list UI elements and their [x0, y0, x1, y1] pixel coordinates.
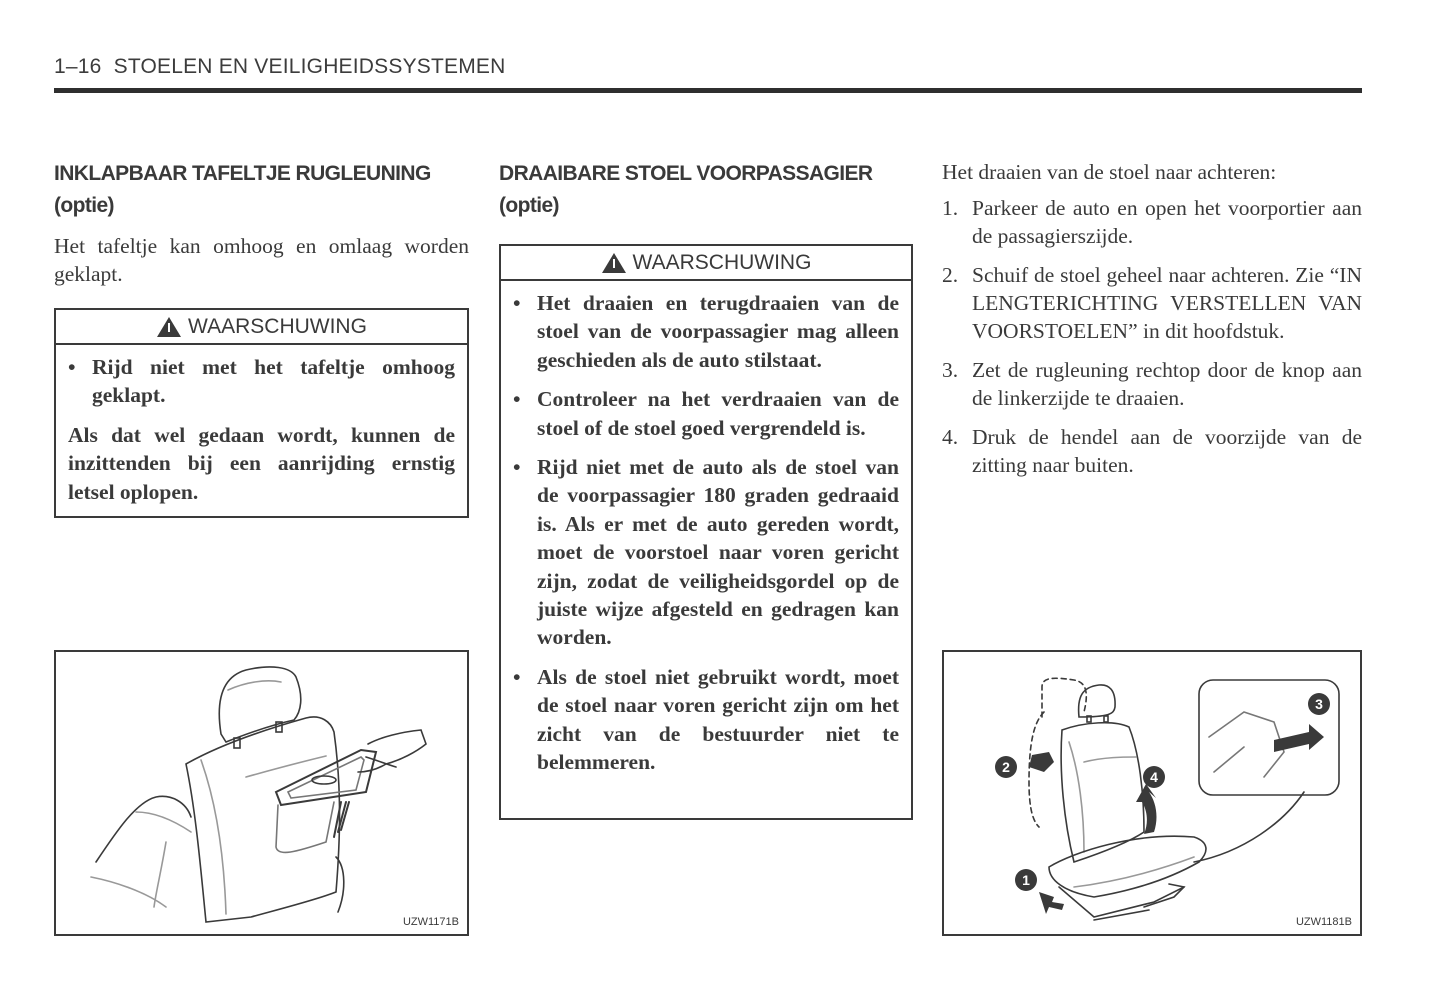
- warning-box: [54, 308, 469, 518]
- warning-bullet: • Rijd niet met het tafeltje omhoog geklapt.: [68, 353, 455, 410]
- warning-header: [501, 246, 911, 281]
- section-steps: [942, 158, 1362, 490]
- step-item: 1. Parkeer de auto en open het voorportier aan de passagierszijde.: [942, 196, 1362, 248]
- warning-triangle-icon: [601, 252, 627, 274]
- warning-body: [501, 281, 911, 794]
- step-item: 3. Zet de rugleuning rechtop door de knop aan de linkerzijde te draaien.: [942, 358, 1362, 410]
- chapter-title: STOELEN EN VEILIGHEIDSSYSTEMEN: [113, 55, 506, 78]
- figure-code: UZW1181B: [1295, 916, 1352, 928]
- svg-text:3: 3: [1315, 696, 1323, 712]
- steps-list: [942, 194, 1362, 479]
- warning-label: WAARSCHUWING: [188, 314, 367, 338]
- section-title: DRAAIBARE STOEL VOORPASSAGIER: [499, 162, 873, 185]
- section-subtitle: (optie): [54, 194, 114, 217]
- bullet-dot: •: [513, 387, 521, 412]
- section-title: INKLAPBAAR TAFELTJE RUGLEUNING: [54, 162, 431, 185]
- page-number: 1–16: [54, 55, 102, 78]
- bullet-dot: •: [68, 355, 76, 379]
- figure-tray: [54, 650, 469, 936]
- step-item: 2. Schuif de stoel geheel naar achteren. Zie “IN LENGTERICHTING VERSTELLEN VAN VOORSTOELEN” in dit hoofdstuk.: [942, 263, 1362, 343]
- warning-header: [56, 310, 467, 345]
- seat-tray-illustration: [56, 652, 467, 934]
- svg-text:1: 1: [1022, 872, 1030, 888]
- page-header: [54, 55, 1362, 79]
- warning-label: WAARSCHUWING: [632, 250, 812, 274]
- bullet-dot: •: [513, 664, 521, 689]
- bullet-dot: •: [513, 291, 521, 315]
- section-intro: Het tafeltje kan omhoog en omlaag worden geklapt.: [54, 234, 469, 286]
- figure-swivel: [942, 650, 1362, 936]
- bullet-dot: •: [513, 455, 521, 480]
- warning-box: [499, 244, 913, 820]
- section-subtitle: (optie): [499, 194, 559, 217]
- step-item: 4. Druk de hendel aan de voorzijde van de zitting naar buiten.: [942, 425, 1362, 477]
- steps-intro: Het draaien van de stoel naar achteren:: [942, 160, 1277, 184]
- warning-triangle-icon: [156, 316, 182, 338]
- section-tray: [54, 158, 469, 518]
- warning-bullet: • Als de stoel niet gebruikt wordt, moet de stoel naar voren gericht zijn om het zicht van de bestuurder niet te belemmeren.: [513, 663, 899, 777]
- warning-bullet: • Rijd niet met de auto als de stoel van de voorpassagier 180 graden gedraaid is. Als er met de auto gereden wordt, moet de voorstoel naar voren gericht zijn, zodat de veiligheidsgordel op de juiste wijze afgesteld en gedragen kan worden.: [513, 453, 899, 652]
- swivel-seat-illustration: [944, 652, 1360, 934]
- warning-body: [56, 345, 467, 520]
- svg-text:4: 4: [1150, 769, 1158, 785]
- warning-paragraph: Als dat wel gedaan wordt, kunnen de inzittenden bij een aanrijding ernstig letsel oplopen.: [68, 422, 455, 504]
- header-divider: [54, 88, 1362, 93]
- figure-code: UZW1171B: [402, 916, 459, 928]
- svg-text:2: 2: [1002, 759, 1010, 775]
- warning-bullet: • Controleer na het verdraaien van de stoel of de stoel goed vergrendeld is.: [513, 385, 899, 442]
- section-swivel: [499, 158, 913, 820]
- callout-icons: [995, 693, 1330, 891]
- warning-bullet: • Het draaien en terugdraaien van de stoel van de voorpassagier mag alleen geschieden als de auto stilstaat.: [513, 289, 899, 374]
